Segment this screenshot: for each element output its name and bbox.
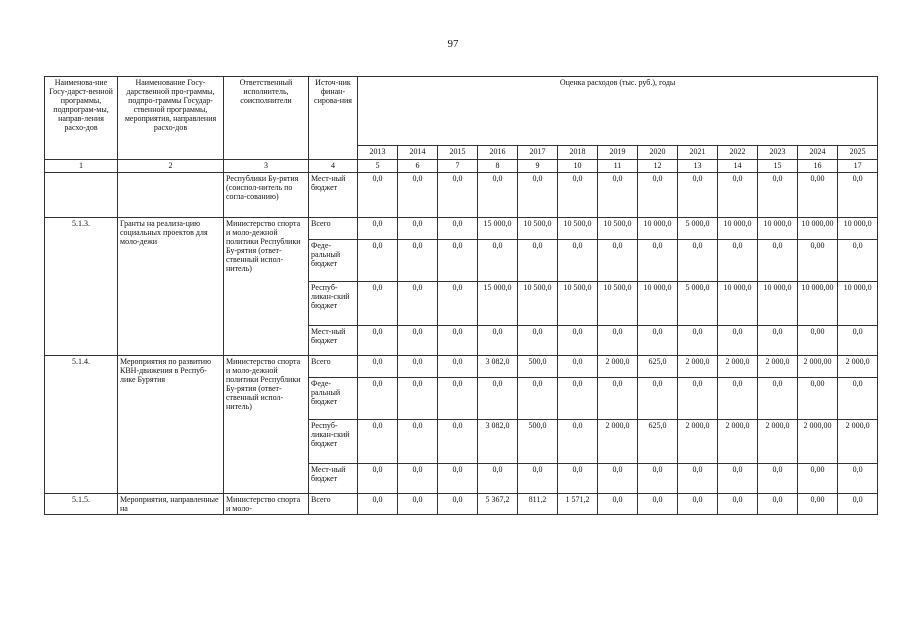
measure-code: 5.1.3. (45, 218, 118, 356)
amount-cell: 0,0 (438, 218, 478, 240)
amount-cell: 10 000,0 (838, 282, 878, 326)
year-header: 2016 (478, 146, 518, 160)
amount-cell: 2 000,0 (678, 420, 718, 464)
amount-cell: 0,0 (358, 240, 398, 282)
amount-cell: 625,0 (638, 356, 678, 378)
amount-cell: 0,0 (638, 173, 678, 218)
amount-cell: 10 000,00 (798, 218, 838, 240)
amount-cell: 0,0 (358, 282, 398, 326)
measure-name: Мероприятия, направленные на (118, 494, 224, 515)
amount-cell: 500,0 (518, 420, 558, 464)
amount-cell: 2 000,00 (798, 356, 838, 378)
amount-cell: 0,0 (438, 173, 478, 218)
year-header: 2023 (758, 146, 798, 160)
amount-cell: 10 000,0 (758, 218, 798, 240)
funding-source: Всего (309, 218, 358, 240)
amount-cell: 15 000,0 (478, 282, 518, 326)
amount-cell: 500,0 (518, 356, 558, 378)
amount-cell: 0,0 (718, 464, 758, 494)
header-source: Источ-ник финан-сирова-ния (309, 77, 358, 160)
amount-cell: 0,00 (798, 494, 838, 515)
measure-code: 5.1.5. (45, 494, 118, 515)
amount-cell: 0,0 (478, 240, 518, 282)
amount-cell: 1 571,2 (558, 494, 598, 515)
amount-cell: 0,0 (638, 494, 678, 515)
amount-cell: 0,0 (438, 494, 478, 515)
amount-cell: 0,0 (438, 464, 478, 494)
amount-cell: 2 000,0 (678, 356, 718, 378)
amount-cell: 0,0 (758, 464, 798, 494)
column-index: 15 (758, 160, 798, 173)
year-header: 2014 (398, 146, 438, 160)
amount-cell: 0,0 (678, 240, 718, 282)
measure-name (118, 173, 224, 218)
funding-source: Феде-ральный бюджет (309, 378, 358, 420)
amount-cell: 0,00 (798, 378, 838, 420)
amount-cell: 0,0 (358, 173, 398, 218)
amount-cell: 0,0 (398, 378, 438, 420)
table-row (45, 356, 878, 378)
amount-cell: 0,0 (598, 464, 638, 494)
amount-cell: 10 000,0 (718, 218, 758, 240)
amount-cell: 10 500,0 (598, 218, 638, 240)
amount-cell: 3 082,0 (478, 420, 518, 464)
amount-cell: 811,2 (518, 494, 558, 515)
column-index: 4 (309, 160, 358, 173)
amount-cell: 0,0 (678, 494, 718, 515)
column-index: 7 (438, 160, 478, 173)
header-executor: Ответственный исполнитель, соисполнители (224, 77, 309, 160)
amount-cell: 0,00 (798, 173, 838, 218)
amount-cell: 3 082,0 (478, 356, 518, 378)
table-body (45, 173, 878, 515)
amount-cell: 10 500,0 (558, 282, 598, 326)
column-index: 8 (478, 160, 518, 173)
amount-cell: 2 000,0 (838, 420, 878, 464)
amount-cell: 0,0 (638, 240, 678, 282)
measure-code: 5.1.4. (45, 356, 118, 494)
amount-cell: 0,0 (518, 240, 558, 282)
funding-source: Респуб-ликан-ский бюджет (309, 282, 358, 326)
column-index: 5 (358, 160, 398, 173)
amount-cell: 0,0 (838, 464, 878, 494)
measure-name: Мероприятия по развитию КВН-движения в Респуб-лике Бурятия (118, 356, 224, 494)
amount-cell: 0,0 (438, 240, 478, 282)
column-index: 11 (598, 160, 638, 173)
amount-cell: 0,0 (438, 378, 478, 420)
year-header: 2018 (558, 146, 598, 160)
funding-source: Респуб-ликан-ский бюджет (309, 420, 358, 464)
amount-cell: 0,0 (358, 420, 398, 464)
amount-cell: 0,0 (398, 173, 438, 218)
amount-cell: 2 000,0 (758, 420, 798, 464)
amount-cell: 0,0 (758, 240, 798, 282)
amount-cell: 0,0 (398, 494, 438, 515)
amount-cell: 0,0 (598, 378, 638, 420)
column-index: 14 (718, 160, 758, 173)
funding-source: Мест-ный бюджет (309, 173, 358, 218)
amount-cell: 0,0 (838, 378, 878, 420)
amount-cell: 15 000,0 (478, 218, 518, 240)
measure-executor: Министерство спорта и моло-дежной политики Республики Бу-рятия (ответ-ственный испол-нитель) (224, 218, 309, 356)
amount-cell: 2 000,0 (598, 356, 638, 378)
amount-cell: 0,00 (798, 240, 838, 282)
amount-cell: 0,0 (438, 356, 478, 378)
amount-cell: 0,0 (518, 378, 558, 420)
amount-cell: 10 000,0 (638, 282, 678, 326)
column-index: 13 (678, 160, 718, 173)
amount-cell: 0,0 (598, 326, 638, 356)
amount-cell: 0,0 (758, 326, 798, 356)
header-program: Наименова-ние Госу-дарст-венной программы, подпрограм-мы, направ-ления расхо-дов (45, 77, 118, 160)
amount-cell: 0,0 (678, 378, 718, 420)
amount-cell: 0,0 (478, 326, 518, 356)
amount-cell: 0,0 (638, 326, 678, 356)
amount-cell: 10 000,0 (838, 218, 878, 240)
column-index-row (45, 160, 878, 173)
amount-cell: 0,0 (718, 326, 758, 356)
amount-cell: 5 000,0 (678, 282, 718, 326)
amount-cell: 0,0 (438, 420, 478, 464)
amount-cell: 10 500,0 (518, 282, 558, 326)
column-index: 2 (118, 160, 224, 173)
amount-cell: 0,0 (398, 464, 438, 494)
amount-cell: 0,0 (358, 356, 398, 378)
amount-cell: 10 500,0 (598, 282, 638, 326)
amount-cell: 625,0 (638, 420, 678, 464)
measure-executor: Республики Бу-рятия (соиспол-нитель по согла-сованию) (224, 173, 309, 218)
column-index: 3 (224, 160, 309, 173)
amount-cell: 0,0 (678, 173, 718, 218)
amount-cell: 10 000,0 (638, 218, 678, 240)
amount-cell: 2 000,0 (598, 420, 638, 464)
expense-table (44, 76, 878, 515)
amount-cell: 5 367,2 (478, 494, 518, 515)
amount-cell: 0,0 (838, 173, 878, 218)
amount-cell: 0,0 (678, 326, 718, 356)
header-estimate: Оценка расходов (тыс. руб.), годы (358, 77, 878, 146)
amount-cell: 0,0 (358, 378, 398, 420)
column-index: 6 (398, 160, 438, 173)
amount-cell: 0,0 (758, 173, 798, 218)
amount-cell: 0,0 (558, 326, 598, 356)
amount-cell: 10 500,0 (518, 218, 558, 240)
amount-cell: 0,0 (558, 420, 598, 464)
year-header: 2013 (358, 146, 398, 160)
amount-cell: 0,0 (638, 464, 678, 494)
column-index: 1 (45, 160, 118, 173)
measure-executor: Министерство спорта и моло- (224, 494, 309, 515)
amount-cell: 0,0 (558, 356, 598, 378)
column-index: 10 (558, 160, 598, 173)
year-header: 2020 (638, 146, 678, 160)
measure-code (45, 173, 118, 218)
column-index: 17 (838, 160, 878, 173)
amount-cell: 10 000,0 (718, 282, 758, 326)
header-measure: Наименование Госу-дарственной про-граммы, подпро-граммы Государ-ственной программы, мероприятия, направления расхо-дов (118, 77, 224, 160)
table-row (45, 218, 878, 240)
year-header: 2017 (518, 146, 558, 160)
table-row (45, 494, 878, 515)
year-header: 2021 (678, 146, 718, 160)
amount-cell: 0,0 (838, 326, 878, 356)
amount-cell: 10 000,0 (758, 282, 798, 326)
amount-cell: 0,0 (758, 494, 798, 515)
amount-cell: 0,0 (558, 378, 598, 420)
page-number: 97 (447, 38, 459, 50)
year-header: 2025 (838, 146, 878, 160)
column-index: 16 (798, 160, 838, 173)
amount-cell: 0,0 (598, 494, 638, 515)
measure-executor: Министерство спорта и моло-дежной политики Республики Бу-рятия (ответ-ственный испол-нитель) (224, 356, 309, 494)
amount-cell: 0,0 (398, 218, 438, 240)
amount-cell: 0,0 (518, 326, 558, 356)
year-header: 2022 (718, 146, 758, 160)
year-header: 2019 (598, 146, 638, 160)
amount-cell: 0,0 (838, 494, 878, 515)
measure-name: Гранты на реализа-цию социальных проектов для моло-дежи (118, 218, 224, 356)
amount-cell: 0,0 (718, 494, 758, 515)
amount-cell: 5 000,0 (678, 218, 718, 240)
amount-cell: 0,0 (558, 464, 598, 494)
amount-cell: 0,0 (358, 326, 398, 356)
amount-cell: 2 000,0 (718, 356, 758, 378)
amount-cell: 0,0 (358, 218, 398, 240)
amount-cell: 0,0 (558, 240, 598, 282)
amount-cell: 0,0 (438, 282, 478, 326)
amount-cell: 0,0 (438, 326, 478, 356)
amount-cell: 0,0 (478, 464, 518, 494)
year-header: 2024 (798, 146, 838, 160)
amount-cell: 0,0 (598, 240, 638, 282)
amount-cell: 0,0 (478, 173, 518, 218)
column-index: 12 (638, 160, 678, 173)
amount-cell: 0,0 (398, 282, 438, 326)
amount-cell: 0,00 (798, 464, 838, 494)
column-index: 9 (518, 160, 558, 173)
funding-source: Мест-ный бюджет (309, 326, 358, 356)
amount-cell: 0,0 (838, 240, 878, 282)
amount-cell: 2 000,0 (718, 420, 758, 464)
funding-source: Всего (309, 494, 358, 515)
amount-cell: 2 000,0 (838, 356, 878, 378)
year-header: 2015 (438, 146, 478, 160)
amount-cell: 0,0 (398, 356, 438, 378)
amount-cell: 0,0 (518, 464, 558, 494)
funding-source: Всего (309, 356, 358, 378)
amount-cell: 0,0 (718, 240, 758, 282)
amount-cell: 0,0 (638, 378, 678, 420)
amount-cell: 0,00 (798, 326, 838, 356)
amount-cell: 10 500,0 (558, 218, 598, 240)
funding-source: Мест-ный бюджет (309, 464, 358, 494)
amount-cell: 0,0 (398, 326, 438, 356)
amount-cell: 10 000,00 (798, 282, 838, 326)
amount-cell: 0,0 (718, 378, 758, 420)
amount-cell: 0,0 (558, 173, 598, 218)
amount-cell: 0,0 (598, 173, 638, 218)
table-row (45, 173, 878, 218)
amount-cell: 2 000,00 (798, 420, 838, 464)
amount-cell: 0,0 (518, 173, 558, 218)
funding-source: Феде-ральный бюджет (309, 240, 358, 282)
amount-cell: 0,0 (398, 240, 438, 282)
amount-cell: 2 000,0 (758, 356, 798, 378)
amount-cell: 0,0 (758, 378, 798, 420)
amount-cell: 0,0 (678, 464, 718, 494)
amount-cell: 0,0 (358, 494, 398, 515)
amount-cell: 0,0 (398, 420, 438, 464)
amount-cell: 0,0 (718, 173, 758, 218)
amount-cell: 0,0 (358, 464, 398, 494)
amount-cell: 0,0 (478, 378, 518, 420)
